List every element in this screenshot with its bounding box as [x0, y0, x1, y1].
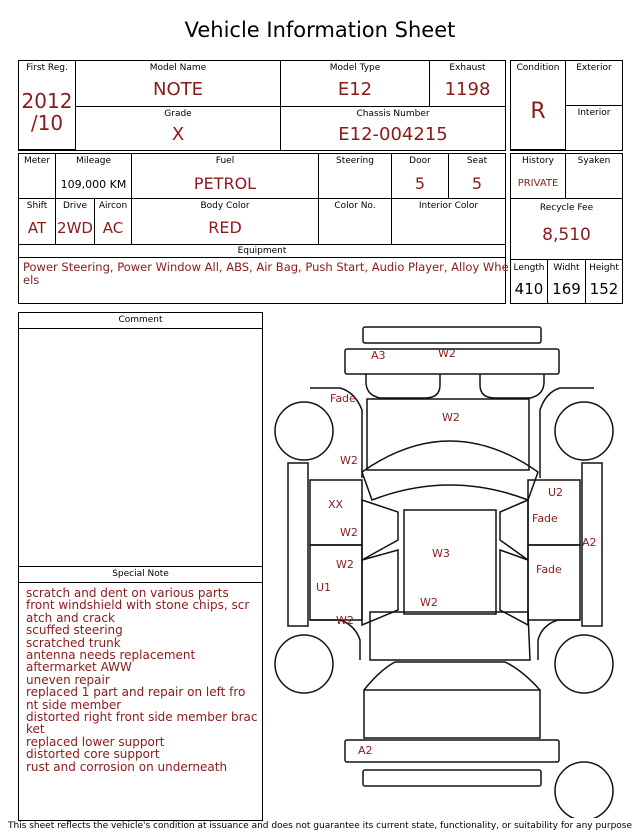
- condition-block: [510, 60, 623, 151]
- interior-color-cell: [391, 198, 506, 245]
- left-rocker: [288, 463, 308, 626]
- length-value: 410: [514, 280, 544, 298]
- mark-xx: XX: [328, 498, 344, 511]
- door-value: 5: [414, 174, 426, 193]
- height-cell: [585, 259, 623, 304]
- seat-cell: [448, 153, 506, 199]
- mark-w2-top: W2: [438, 347, 456, 360]
- comment-header: [19, 313, 262, 329]
- shift-cell: [18, 198, 56, 245]
- special-note-item: scratched trunk: [26, 635, 121, 650]
- body-color-cell: [131, 198, 319, 245]
- exhaust-value: 1198: [444, 79, 491, 100]
- special-note-item: atch and crack: [26, 610, 115, 625]
- mark-a3: A3: [371, 349, 386, 362]
- width-value: 169: [552, 280, 581, 298]
- hood-right-arc: [480, 374, 544, 398]
- exterior-cell: [565, 60, 623, 106]
- special-note-item: replaced 1 part and repair on left fro: [26, 685, 246, 700]
- fuel-label: Fuel: [215, 156, 235, 166]
- hood-left-arc: [366, 374, 440, 398]
- model-type-value: E12: [337, 79, 373, 100]
- mark-a2-right: A2: [582, 536, 597, 549]
- drive-value: 2WD: [57, 219, 93, 237]
- exhaust-label: Exhaust: [449, 63, 486, 73]
- special-note-item: aftermarket AWW: [26, 660, 132, 675]
- shift-value: AT: [27, 219, 47, 237]
- equipment-line-1: Power Steering, Power Window All, ABS, Air Bag, Push Start, Audio Player, Alloy Whe: [23, 260, 509, 274]
- top-info-block: [18, 60, 506, 151]
- spare-wheel: [555, 762, 613, 818]
- wheel-front-left: [275, 402, 333, 460]
- meter-cell: [18, 153, 56, 199]
- door-cell: [391, 153, 449, 199]
- trunk-upper: [364, 662, 540, 690]
- trunk-lid: [364, 690, 540, 738]
- middle-info-block: [18, 153, 509, 304]
- right-rear-window: [500, 550, 528, 625]
- wheel-front-right: [555, 402, 613, 460]
- aircon-cell: [94, 198, 132, 245]
- seat-value: 5: [471, 174, 483, 193]
- grade-label: Grade: [164, 109, 192, 119]
- first-reg-cell: [18, 60, 76, 150]
- chassis-cell: [280, 106, 506, 151]
- special-note-item: distorted core support: [26, 747, 160, 762]
- mark-w2-left-rear: W2: [336, 614, 354, 627]
- roof: [404, 510, 496, 614]
- right-rear-door: [528, 545, 580, 620]
- length-label: Length: [513, 263, 545, 273]
- length-cell: [510, 259, 548, 304]
- comment-label: Comment: [118, 315, 163, 325]
- width-cell: [547, 259, 586, 304]
- special-note-label: Special Note: [112, 569, 169, 579]
- mark-w2-roof: W2: [420, 596, 438, 609]
- history-block: [510, 153, 623, 304]
- interior-color-label: Interior Color: [418, 201, 479, 211]
- right-rear-fender: [538, 620, 580, 660]
- chassis-label: Chassis Number: [356, 109, 430, 119]
- fuel-cell: [131, 153, 319, 199]
- meter-label: Meter: [23, 156, 51, 166]
- special-note-item: antenna needs replacement: [26, 648, 196, 663]
- mark-fade-left: Fade: [330, 392, 356, 405]
- mark-w3: W3: [432, 547, 450, 560]
- height-value: 152: [589, 280, 619, 298]
- width-label: Widht: [553, 263, 580, 273]
- shift-label: Shift: [26, 201, 48, 211]
- recycle-fee-label: Recycle Fee: [539, 203, 594, 213]
- equipment-label: Equipment: [237, 246, 287, 256]
- drive-label: Drive: [63, 201, 87, 211]
- equipment-value: [23, 261, 509, 287]
- fuel-value: PETROL: [193, 174, 257, 193]
- wheel-rear-left: [275, 635, 333, 693]
- model-type-cell: [280, 60, 430, 107]
- mark-a2-bottom: A2: [358, 744, 373, 757]
- condition-value: R: [530, 99, 546, 124]
- grade-value: X: [171, 124, 185, 145]
- front-bumper-top: [363, 327, 541, 343]
- body-color-label: Body Color: [200, 201, 250, 211]
- recycle-fee-cell: [510, 198, 623, 260]
- door-label: Door: [409, 156, 431, 166]
- recycle-fee-value: 8,510: [542, 225, 591, 245]
- special-note-item: uneven repair: [26, 672, 110, 687]
- special-note-item: front windshield with stone chips, scr: [26, 598, 250, 613]
- footer-disclaimer: This sheet reflects the vehicle's condition at issuance and does not guarantee its current state, functionality, or suitability for any purpose: [7, 821, 633, 831]
- condition-cell: [510, 60, 566, 150]
- color-no-label: Color No.: [334, 201, 376, 211]
- model-name-label: Model Name: [149, 63, 207, 73]
- steering-cell: [318, 153, 392, 199]
- history-cell: [510, 153, 566, 199]
- syaken-cell: [565, 153, 623, 199]
- equipment-header: [18, 244, 506, 258]
- mark-w2-left-door2: W2: [336, 558, 354, 571]
- model-name-value: NOTE: [152, 79, 203, 100]
- mileage-value: 109,000 KM: [60, 178, 127, 191]
- aircon-value: AC: [102, 219, 124, 237]
- first-reg-year: 2012: [21, 89, 73, 113]
- special-note-item: scuffed steering: [26, 623, 123, 638]
- aircon-label: Aircon: [98, 201, 128, 211]
- mileage-label: Mileage: [75, 156, 112, 166]
- special-note-item: nt side member: [26, 697, 122, 712]
- mileage-cell: [55, 153, 132, 199]
- first-reg-label: First Reg.: [26, 63, 68, 73]
- mark-u2: U2: [548, 486, 564, 499]
- equipment-line-2: els: [23, 273, 40, 287]
- height-label: Height: [589, 263, 619, 273]
- car-damage-diagram: [270, 318, 635, 818]
- drive-cell: [55, 198, 95, 245]
- exterior-label: Exterior: [576, 63, 612, 73]
- page-title: Vehicle Information Sheet: [184, 18, 456, 42]
- left-rear-window: [362, 550, 398, 625]
- condition-label: Condition: [516, 63, 560, 73]
- mark-w2-hood: W2: [442, 411, 460, 424]
- mark-w2-left-fender: W2: [340, 454, 358, 467]
- mark-fade-right2: Fade: [536, 563, 562, 576]
- rear-bumper: [345, 740, 559, 762]
- exhaust-cell: [429, 60, 506, 107]
- history-value: PRIVATE: [517, 178, 559, 189]
- special-note-list: [26, 587, 258, 773]
- mark-fade-right1: Fade: [532, 512, 558, 525]
- comment-box: [18, 312, 263, 821]
- rear-window: [370, 612, 530, 660]
- special-note-item: ket: [26, 722, 45, 737]
- special-note-header: [19, 566, 262, 583]
- special-note-item: distorted right front side member brac: [26, 710, 258, 725]
- interior-cell: [565, 105, 623, 151]
- color-no-cell: [318, 198, 392, 245]
- special-note-item: replaced lower support: [26, 734, 165, 749]
- body-color-value: RED: [208, 218, 242, 237]
- model-type-label: Model Type: [329, 63, 381, 73]
- interior-label: Interior: [577, 108, 611, 118]
- grade-cell: [75, 106, 281, 151]
- wheel-rear-right: [555, 635, 613, 693]
- model-name-cell: [75, 60, 281, 107]
- history-label: History: [521, 156, 555, 166]
- special-note-item: rust and corrosion on underneath: [26, 759, 228, 774]
- mark-w2-left-door1: W2: [340, 526, 358, 539]
- rear-bumper-bottom: [363, 770, 541, 786]
- chassis-value: E12-004215: [338, 124, 448, 145]
- steering-label: Steering: [336, 156, 374, 166]
- syaken-label: Syaken: [577, 156, 611, 166]
- special-note-item: scratch and dent on various parts: [26, 586, 229, 600]
- first-reg-month: /10: [30, 111, 64, 135]
- mark-u1: U1: [316, 581, 332, 594]
- hood: [367, 399, 529, 470]
- seat-label: Seat: [466, 156, 488, 166]
